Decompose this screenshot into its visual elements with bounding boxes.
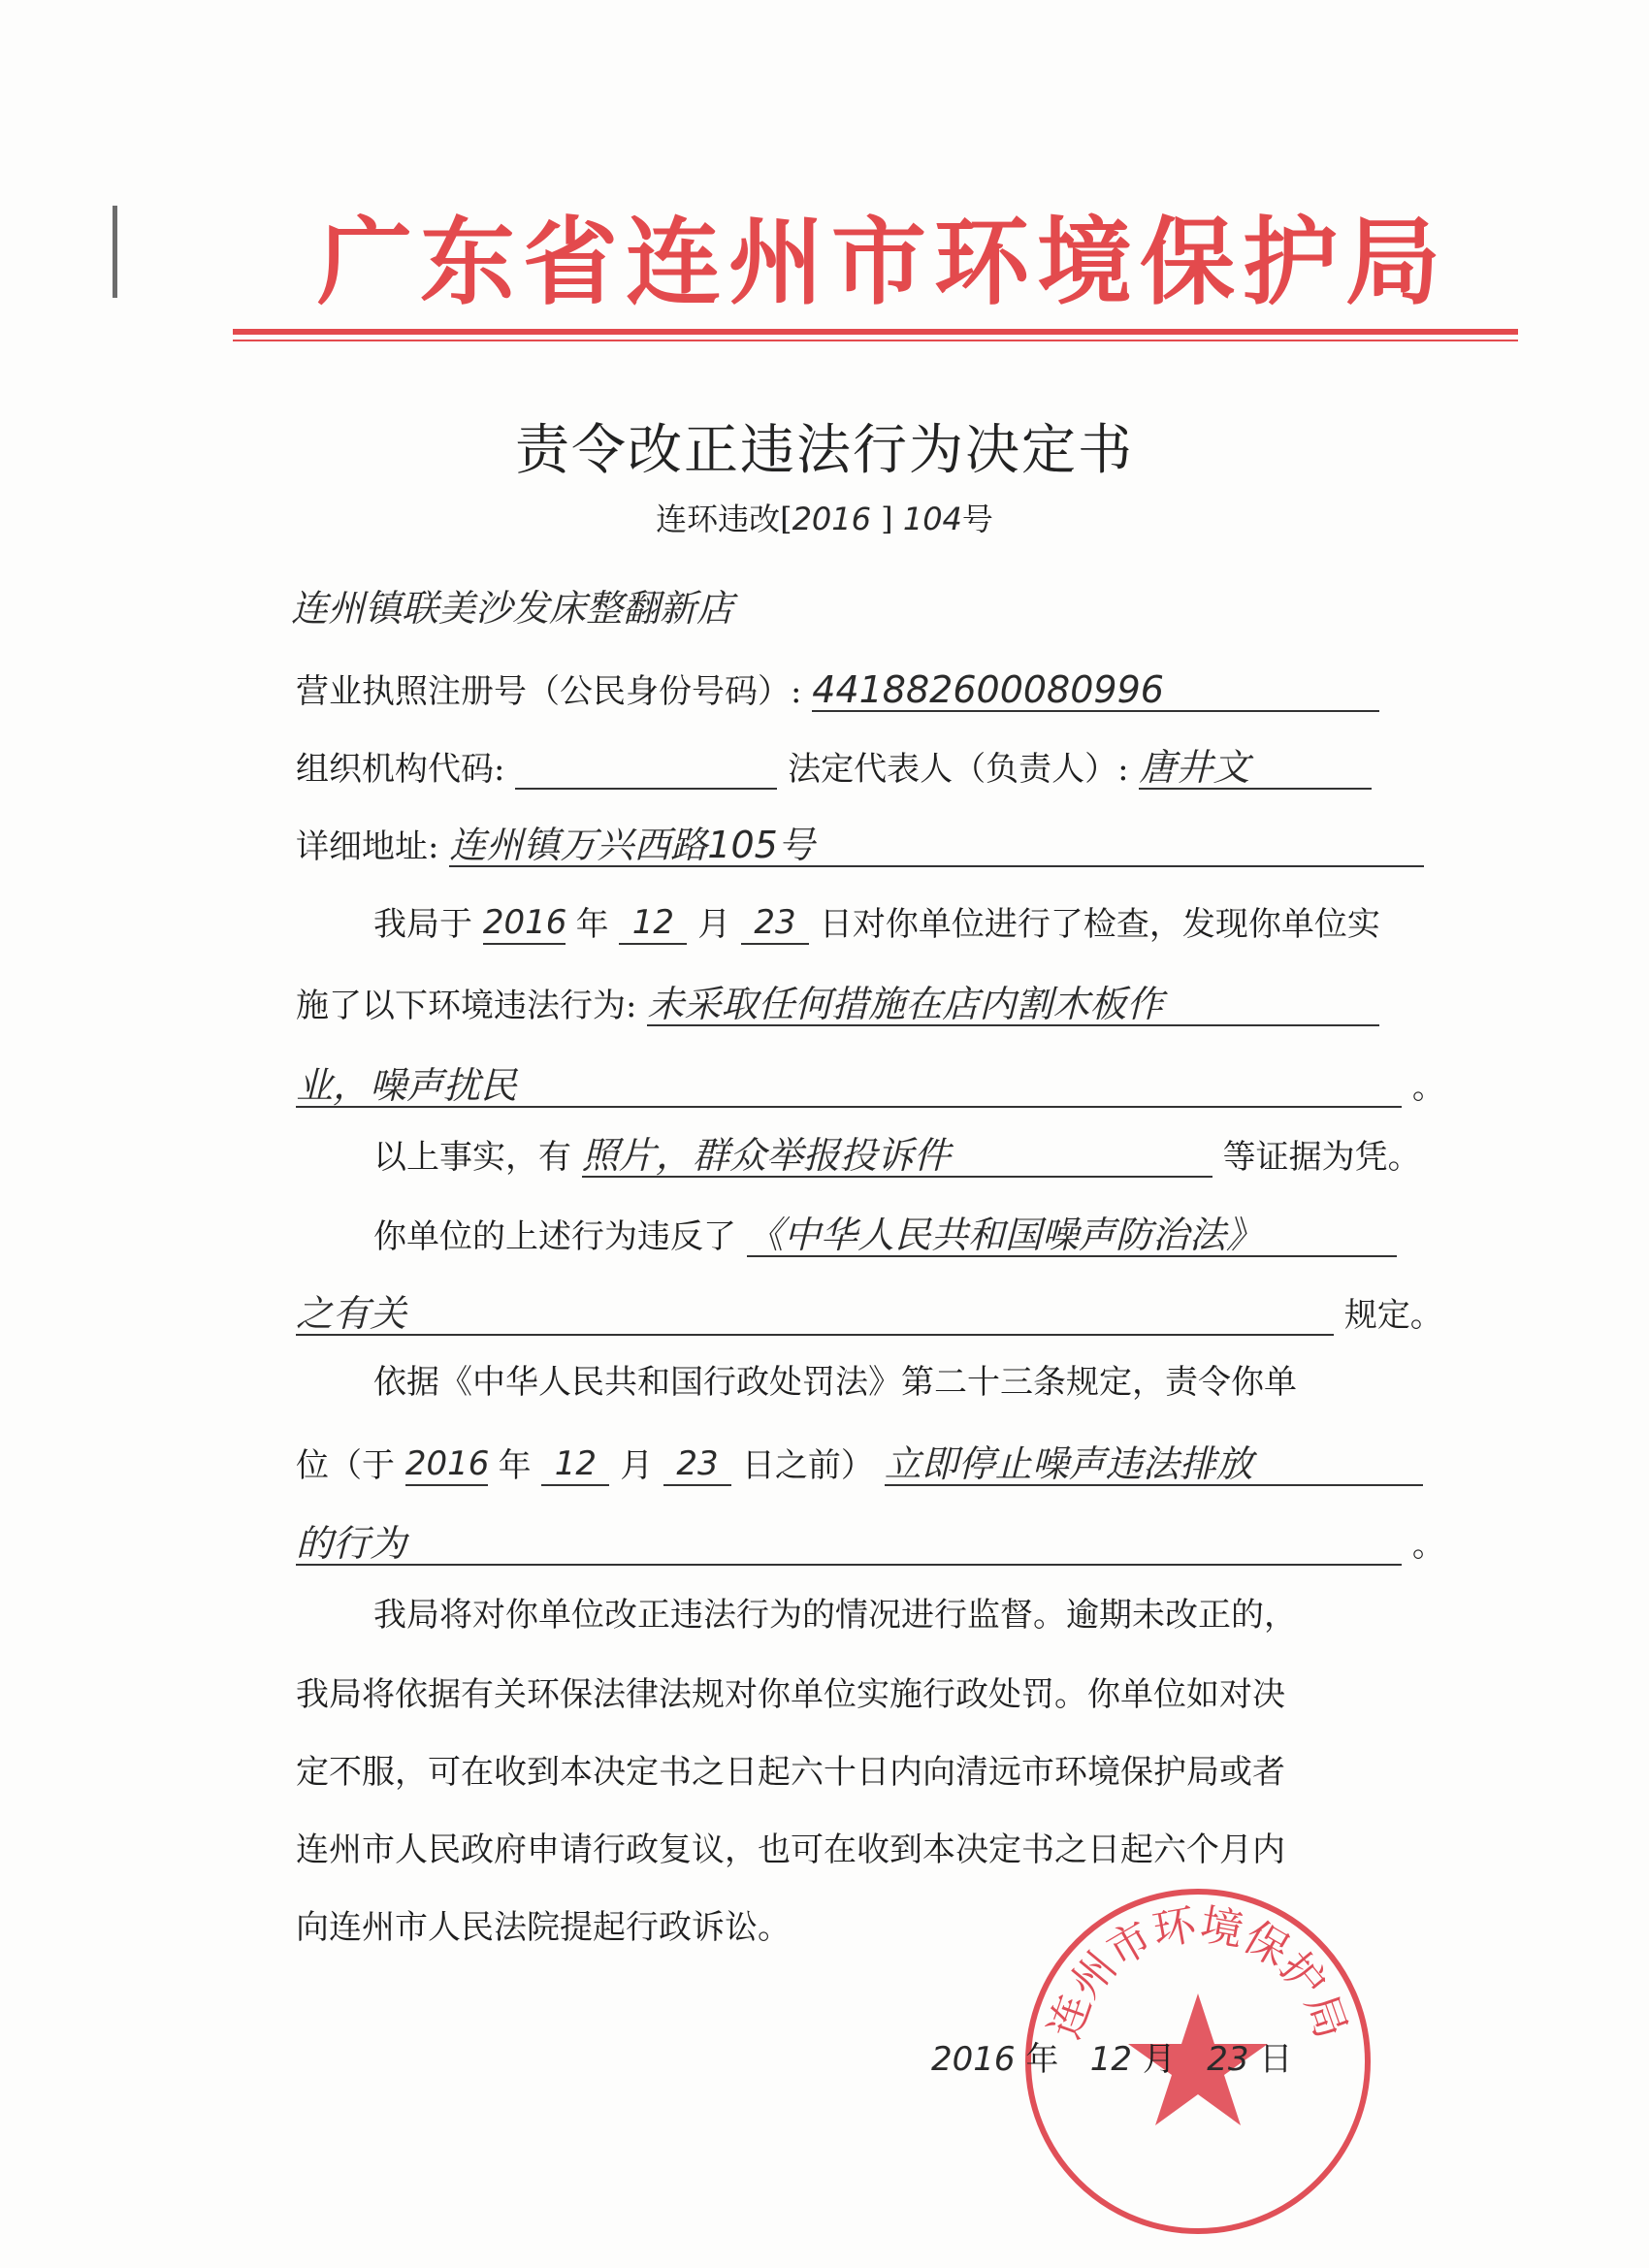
violated-law-prefix: 你单位的上述行为违反了: [373, 1217, 736, 1256]
inspection-line2-prefix: 施了以下环境违法行为:: [296, 987, 637, 1025]
violation-line-2: 业，噪声扰民: [296, 1065, 1402, 1108]
order-line-2: [296, 1443, 1423, 1486]
org-code-value: [515, 747, 777, 790]
closing-line-2: [296, 1674, 1285, 1715]
inspection-line-3: [296, 1065, 1445, 1108]
violated-law-value-1: 《中华人民共和国噪声防治法》: [747, 1215, 1397, 1257]
legal-rep-value: 唐井文: [1139, 747, 1372, 790]
address-value: 连州镇万兴西路105号: [449, 825, 1424, 867]
signature-date: [931, 2037, 1292, 2082]
inspection-line-1: [373, 902, 1380, 945]
document-number-prefix: 连环违改[: [656, 501, 792, 537]
party-name-row: [291, 588, 733, 631]
order-action-2: 的行为: [296, 1523, 1402, 1566]
seal-text: 连州市环境保护局: [1040, 1899, 1356, 2045]
order-text-1: 依据《中华人民共和国行政处罚法》第二十三条规定，责令你单: [373, 1363, 1297, 1402]
license-value: 441882600080996: [812, 669, 1379, 712]
inspection-day: 23: [741, 902, 809, 945]
closing-line-3: [296, 1752, 1285, 1793]
party-name: 连州镇联美沙发床整翻新店: [291, 587, 734, 630]
inspection-line-2: [296, 984, 1379, 1026]
signature-day: 23: [1207, 2040, 1249, 2079]
address-row: [296, 825, 1424, 867]
violation-period: 。: [1411, 1068, 1445, 1107]
document-number-suffix: 号: [961, 501, 993, 537]
license-label: 营业执照注册号（公民身份号码）:: [296, 672, 802, 711]
violated-law-suffix: 规定。: [1343, 1296, 1443, 1335]
order-year: 2016: [405, 1443, 488, 1486]
closing-line-5: [296, 1907, 791, 1948]
inspection-day-label: 日对你单位进行了检查，发现你单位实: [819, 905, 1380, 944]
signature-year-label: 年: [1025, 2040, 1059, 2079]
inspection-month-label: 月: [697, 905, 731, 944]
document-title: 责令改正违法行为决定书: [515, 419, 1134, 482]
inspection-year-label: 年: [575, 905, 609, 944]
org-code-label: 组织机构代码:: [296, 750, 505, 789]
closing-text-2: 我局将依据有关环保法律法规对你单位实施行政处罚。你单位如对决: [296, 1675, 1285, 1714]
binding-mark: [113, 206, 117, 298]
closing-line-4: [296, 1830, 1285, 1870]
violated-law-value-2: 之有关: [296, 1293, 1334, 1336]
inspection-prefix: 我局于: [373, 905, 472, 944]
order-month: 12: [541, 1443, 609, 1486]
order-year-label: 年: [498, 1446, 532, 1485]
address-label: 详细地址:: [296, 827, 439, 866]
order-line2-prefix: 位（于: [296, 1446, 395, 1485]
order-day: 23: [663, 1443, 731, 1486]
closing-text-4: 连州市人民政府申请行政复议，也可在收到本决定书之日起六个月内: [296, 1831, 1285, 1869]
evidence-suffix: 等证据为凭。: [1222, 1138, 1421, 1177]
closing-text-1: 我局将对你单位改正违法行为的情况进行监督。逾期未改正的，: [373, 1596, 1297, 1635]
license-row: [296, 669, 1379, 712]
document-number-value: 104: [902, 501, 962, 537]
order-line-1: [373, 1362, 1297, 1403]
violation-line-1: 未采取任何措施在店内割木板作: [647, 984, 1379, 1026]
inspection-year: 2016: [483, 902, 566, 945]
closing-text-5: 向连州市人民法院提起行政诉讼。: [296, 1908, 791, 1947]
signature-month: 12: [1089, 2040, 1133, 2079]
header-divider-thin: [233, 340, 1518, 341]
evidence-value: 照片，群众举报投诉件: [582, 1135, 1212, 1178]
document-number-year: 2016: [792, 501, 871, 537]
signature-year: 2016: [931, 2040, 1016, 2079]
signature-month-label: 月: [1142, 2040, 1176, 2079]
evidence-row: [373, 1135, 1421, 1178]
org-code-row: [296, 747, 1372, 790]
inspection-month: 12: [619, 902, 687, 945]
document-number: [0, 495, 1649, 539]
order-action-1: 立即停止噪声违法排放: [885, 1443, 1423, 1486]
header-divider-thick: [233, 329, 1518, 335]
violated-law-line-2: [296, 1293, 1443, 1336]
issuing-authority-title: 广东省连州市环境保护局: [316, 208, 1448, 318]
order-line-3: [296, 1523, 1445, 1566]
closing-line-1: [373, 1595, 1297, 1636]
document-number-mid: ]: [881, 501, 893, 537]
legal-rep-label: 法定代表人（负责人）:: [788, 750, 1129, 789]
violated-law-line-1: [373, 1215, 1397, 1257]
order-period: 。: [1411, 1526, 1445, 1565]
order-day-label: 日之前）: [741, 1446, 874, 1485]
signature-day-label: 日: [1259, 2040, 1293, 2079]
closing-text-3: 定不服，可在收到本决定书之日起六十日内向清远市环境保护局或者: [296, 1753, 1285, 1792]
order-month-label: 月: [620, 1446, 654, 1485]
evidence-prefix: 以上事实，有: [373, 1138, 571, 1177]
